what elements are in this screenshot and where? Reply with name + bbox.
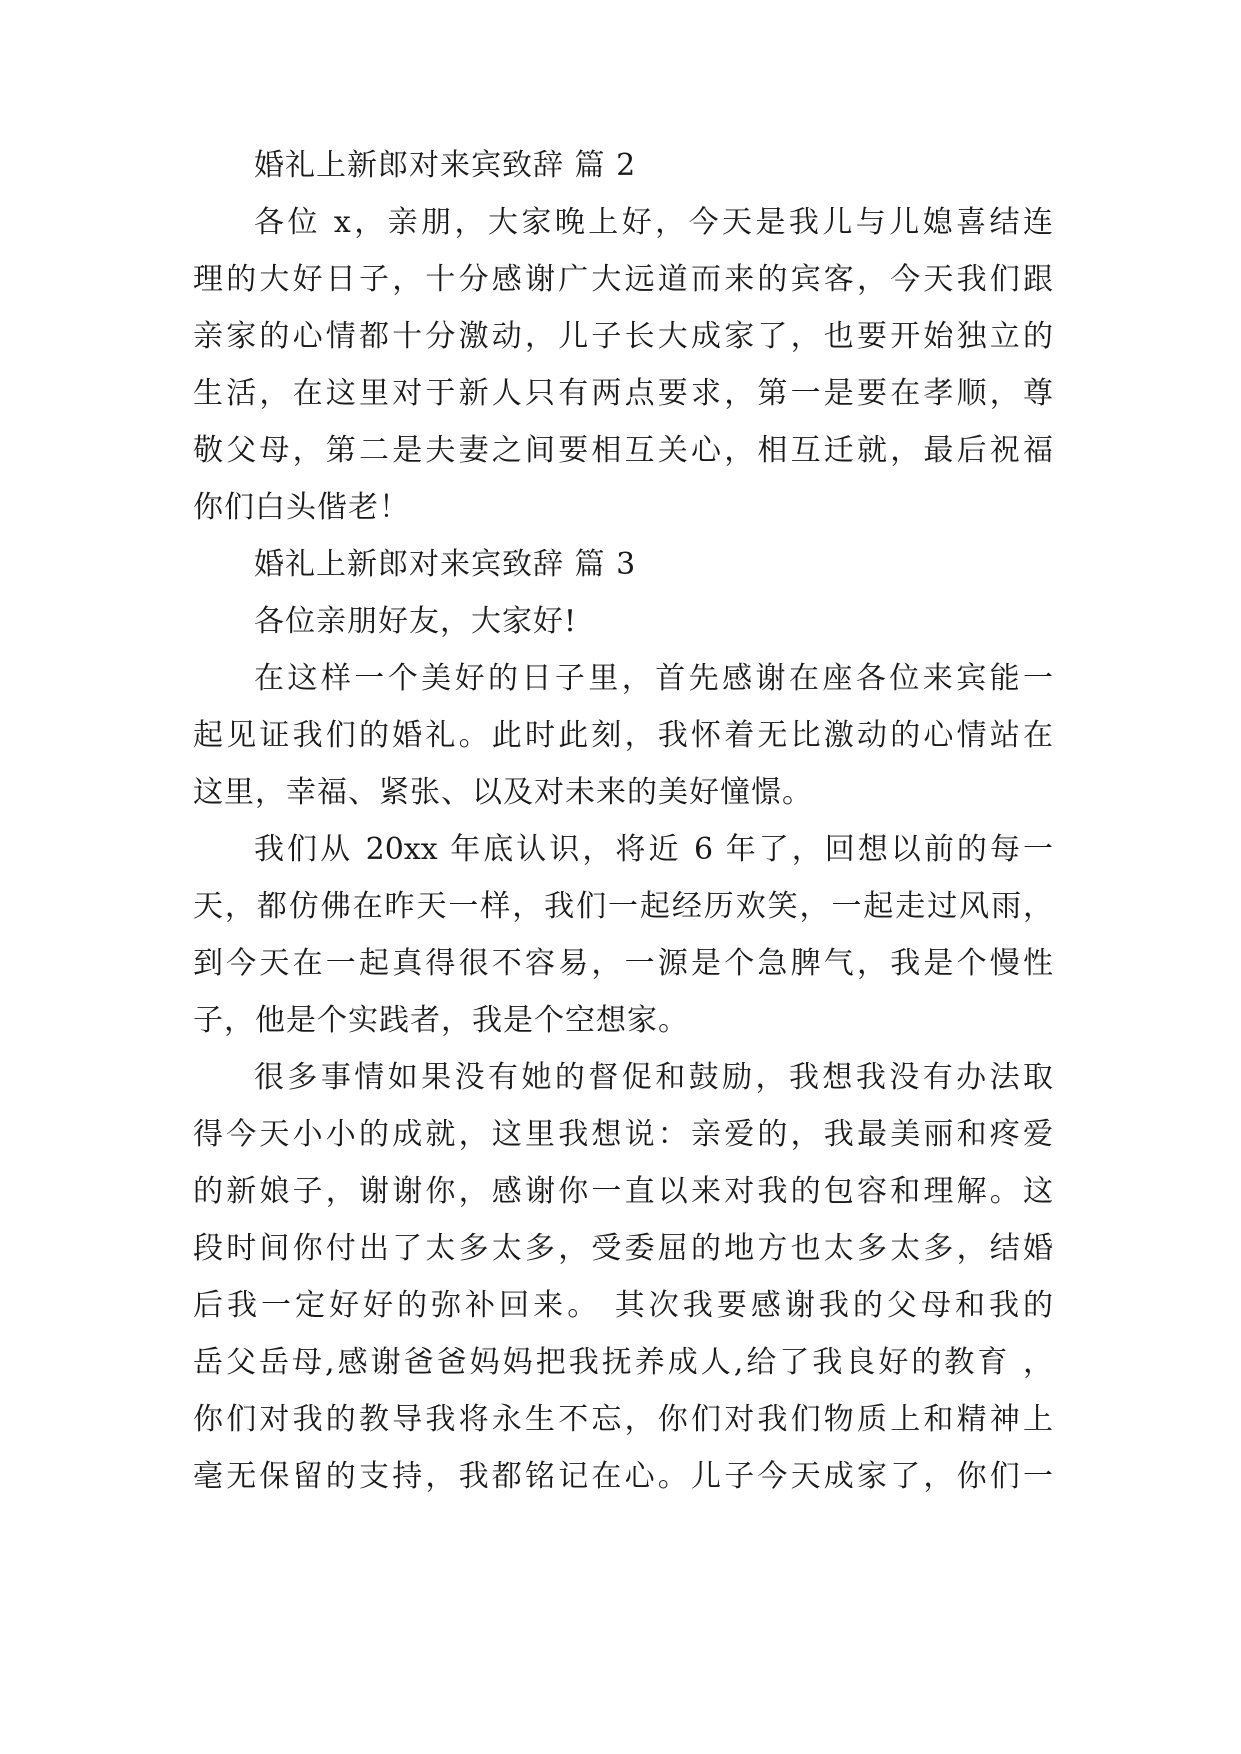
- paragraph-line: 后我一定好好的弥补回来。 其次我要感谢我的父母和我的: [193, 1288, 1053, 1323]
- paragraph-line: 亲家的心情都十分激动，儿子长大成家了，也要开始独立的: [193, 319, 1053, 354]
- paragraph-line: 子，他是个实践者，我是个空想家。: [193, 1003, 689, 1038]
- paragraph-line: 得今天小小的成就，这里我想说：亲爱的，我最美丽和疼爱: [193, 1117, 1053, 1152]
- paragraph-line: 起见证我们的婚礼。此时此刻，我怀着无比激动的心情站在: [193, 718, 1053, 753]
- paragraph-line: 段时间你付出了太多太多，受委屈的地方也太多太多，结婚: [193, 1231, 1053, 1266]
- paragraph-line: 各位 x，亲朋，大家晚上好，今天是我儿与儿媳喜结连: [254, 205, 1053, 240]
- paragraph-line: 你们白头偕老！: [193, 490, 410, 525]
- paragraph-line: 我们从 20xx 年底认识，将近 6 年了，回想以前的每一: [254, 832, 1053, 867]
- greeting-line: 各位亲朋好友，大家好!: [254, 604, 578, 639]
- paragraph-line: 天，都仿佛在昨天一样，我们一起经历欢笑，一起走过风雨，: [193, 889, 1053, 924]
- paragraph-line: 你们对我的教导我将永生不忘，你们对我们物质上和精神上: [193, 1402, 1053, 1437]
- section-heading-2: 婚礼上新郎对来宾致辞 篇 2: [254, 148, 637, 183]
- paragraph-line: 理的大好日子，十分感谢广大远道而来的宾客，今天我们跟: [193, 262, 1053, 297]
- paragraph-line: 生活，在这里对于新人只有两点要求，第一是要在孝顺，尊: [193, 376, 1053, 411]
- paragraph-line: 这里，幸福、紧张、以及对未来的美好憧憬。: [193, 775, 813, 810]
- paragraph-line: 在这样一个美好的日子里，首先感谢在座各位来宾能一: [254, 661, 1053, 696]
- paragraph-line: 很多事情如果没有她的督促和鼓励，我想我没有办法取: [254, 1060, 1053, 1095]
- section-heading-3: 婚礼上新郎对来宾致辞 篇 3: [254, 547, 637, 582]
- paragraph-line: 到今天在一起真得很不容易，一源是个急脾气，我是个慢性: [193, 946, 1053, 981]
- paragraph-line: 敬父母，第二是夫妻之间要相互关心，相互迁就，最后祝福: [193, 433, 1053, 468]
- paragraph-line: 的新娘子，谢谢你，感谢你一直以来对我的包容和理解。这: [193, 1174, 1053, 1209]
- paragraph-line: 岳父岳母,感谢爸爸妈妈把我抚养成人,给了我良好的教育 ，: [193, 1345, 1053, 1380]
- paragraph-line: 毫无保留的支持，我都铭记在心。儿子今天成家了，你们一: [193, 1459, 1053, 1494]
